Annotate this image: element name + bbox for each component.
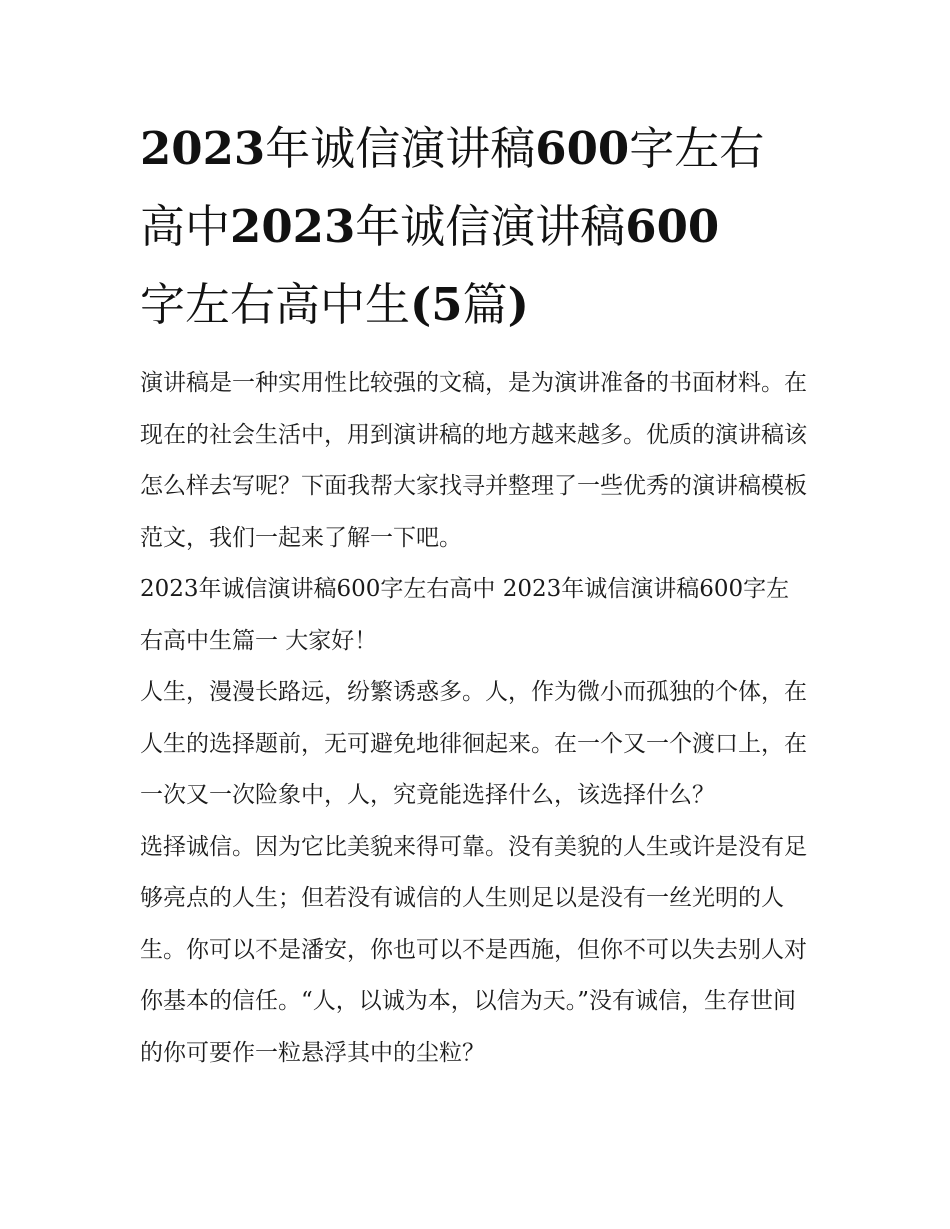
document-page — [140, 110, 812, 1079]
title-line-3: 字左右高中生(5篇) — [140, 278, 529, 331]
paragraph-intro: 演讲稿是一种实用性比较强的文稿，是为演讲准备的书面材料。在现在的社会生活中，用到演讲稿的地方越来越多。优质的演讲稿该怎么样去写呢？下面我帮大家找寻并整理了一些优秀的演讲稿模板范文，我们一起来了解一下吧。 — [140, 370, 807, 551]
title-line-1: 2023年诚信演讲稿600字左右 — [140, 122, 765, 175]
document-title — [140, 110, 812, 344]
paragraph-life-choice: 人生，漫漫长路远，纷繁诱惑多。人，作为微小而孤独的个体，在人生的选择题前，无可避免地徘徊起来。在一个又一个渡口上，在一次又一次险象中，人，究竟能选择什么，该选择什么？ — [140, 679, 807, 808]
document-body — [140, 358, 812, 1079]
paragraph-choose-integrity: 选择诚信。因为它比美貌来得可靠。没有美貌的人生或许是没有足够亮点的人生；但若没有诚信的人生则足以是没有一丝光明的人生。你可以不是潘安，你也可以不是西施，但你不可以失去别人对你基本的信任。“人，以诚为本，以信为天。”没有诚信，生存世间的你可要作一粒悬浮其中的尘粒？ — [140, 833, 807, 1066]
paragraph-heading-greeting: 2023年诚信演讲稿600字左右高中 2023年诚信演讲稿600字左右高中生篇一 大家好！ — [140, 576, 790, 654]
title-line-2: 高中2023年诚信演讲稿600 — [140, 200, 720, 253]
